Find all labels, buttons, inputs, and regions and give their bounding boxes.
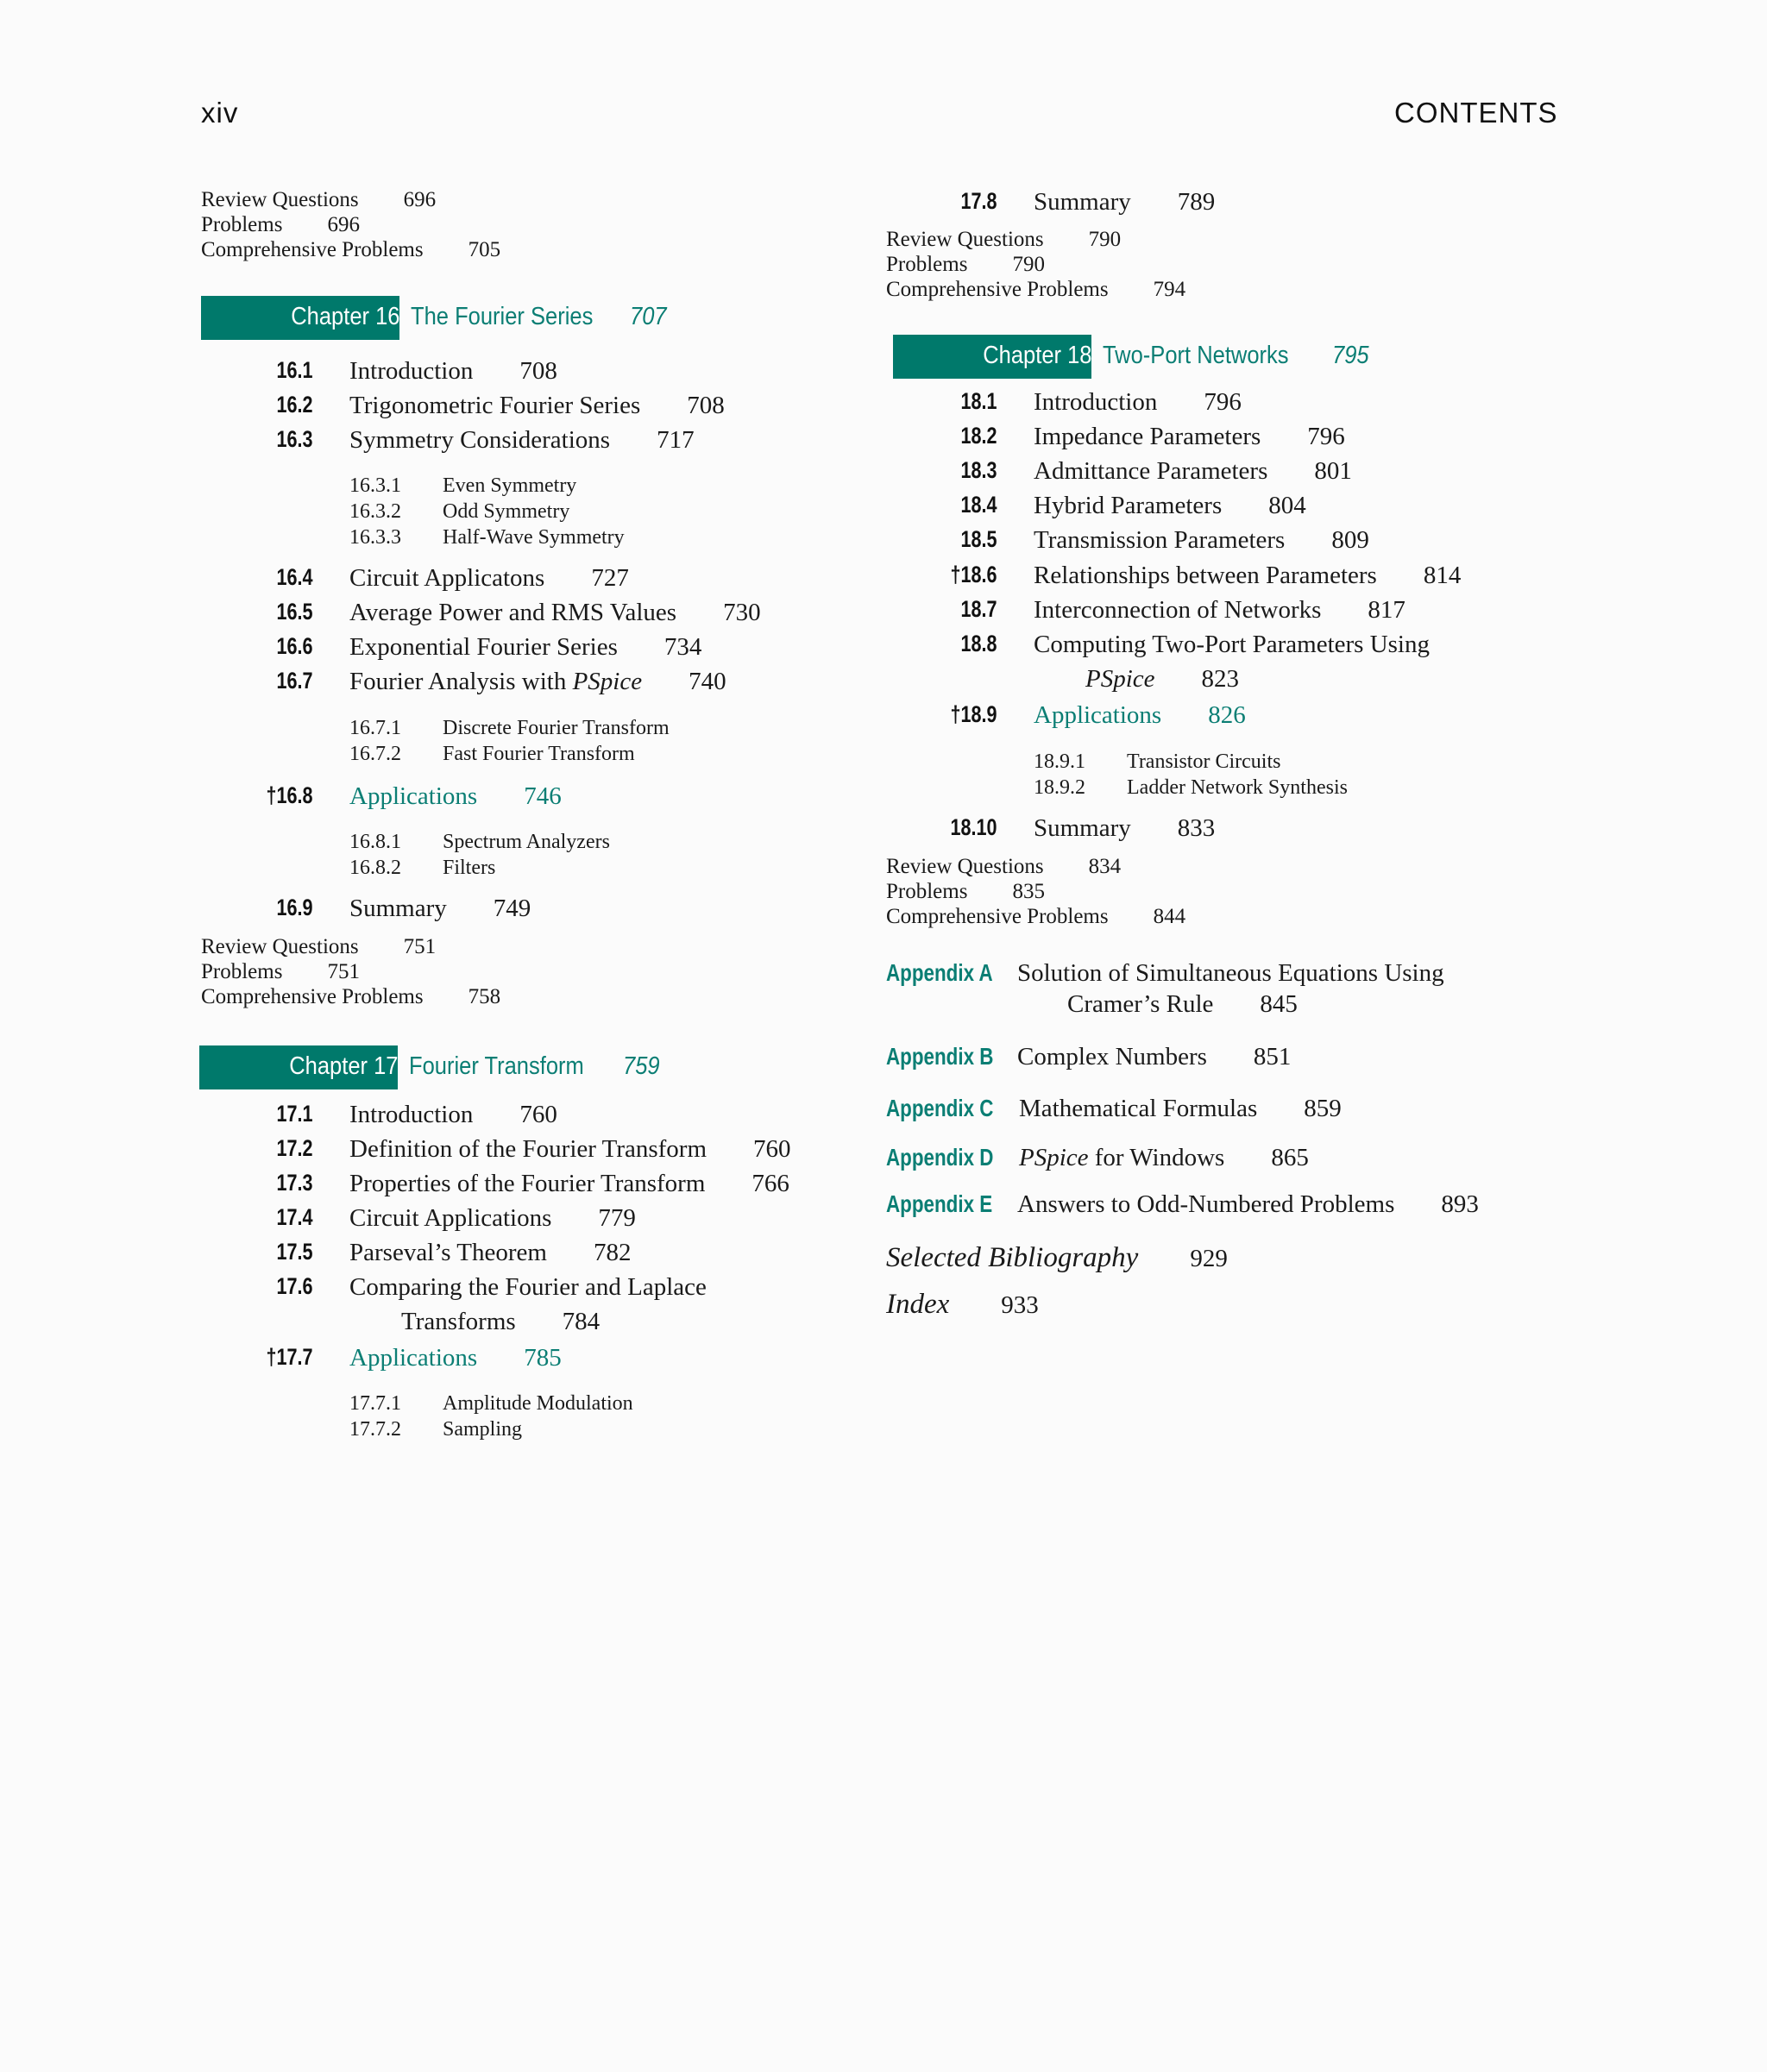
appendix-label: Appendix B [886, 1043, 994, 1070]
chapter-label-bar [201, 296, 399, 340]
misc-entry[interactable]: Comprehensive Problems 844 [886, 905, 1186, 928]
chapter-label-bar [893, 335, 1091, 379]
subsection-list [349, 829, 610, 881]
appendix-label: Appendix A [886, 959, 993, 986]
index-entry[interactable]: Index 933 [886, 1289, 1039, 1320]
misc-entry[interactable]: Review Questions 790 [886, 228, 1122, 251]
subsection-list [349, 1391, 633, 1442]
running-title: CONTENTS [1394, 97, 1558, 129]
misc-entry[interactable]: Review Questions 834 [886, 855, 1122, 878]
misc-entry[interactable]: Problems 696 [201, 213, 360, 236]
toc-subsection[interactable]: 16.7.2 Fast Fourier Transform [349, 743, 635, 765]
chapter-title: Fourier Transform [409, 1052, 584, 1080]
chapter-label: Chapter 16 [290, 303, 399, 330]
chapter-label-bar [199, 1045, 398, 1089]
toc-subsection[interactable]: 18.9.1 Transistor Circuits [1034, 750, 1281, 773]
chapter-label: Chapter 17 [288, 1052, 398, 1080]
misc-entry[interactable]: Review Questions 696 [201, 188, 437, 211]
toc-subsection[interactable]: 16.8.2 Filters [349, 857, 496, 879]
subsection-list [349, 473, 625, 550]
page-number: xiv [201, 97, 239, 129]
misc-entry[interactable]: Comprehensive Problems 794 [886, 278, 1186, 301]
subsection-list [349, 715, 670, 767]
toc-subsection[interactable]: 16.3.2 Odd Symmetry [349, 500, 570, 523]
chapter-page: 795 [1332, 342, 1369, 369]
toc-subsection[interactable]: 16.3.3 Half-Wave Symmetry [349, 526, 625, 549]
chapter-page: 707 [630, 303, 667, 330]
toc-subsection[interactable]: 16.3.1 Even Symmetry [349, 474, 577, 497]
chapter-title: The Fourier Series [411, 303, 594, 330]
appendix-label: Appendix E [886, 1190, 993, 1217]
toc-subsection[interactable]: 17.7.2 Sampling [349, 1418, 523, 1441]
toc-subsection[interactable]: 17.7.1 Amplitude Modulation [349, 1392, 633, 1415]
appendix-label: Appendix C [886, 1095, 994, 1121]
subsection-list [1034, 749, 1348, 801]
chapter-title: Two-Port Networks [1103, 342, 1289, 369]
misc-entry[interactable]: Comprehensive Problems 705 [201, 238, 501, 261]
misc-entry[interactable]: Problems 835 [886, 880, 1045, 903]
chapter-16-misc-list [201, 934, 500, 1009]
top-misc-list [201, 187, 500, 262]
misc-entry[interactable]: Comprehensive Problems 758 [201, 985, 501, 1008]
bibliography-entry[interactable]: Selected Bibliography 929 [886, 1242, 1228, 1273]
toc-subsection[interactable]: 16.7.1 Discrete Fourier Transform [349, 717, 670, 739]
chapter-page: 759 [623, 1052, 660, 1080]
misc-entry[interactable]: Review Questions 751 [201, 935, 437, 958]
toc-subsection[interactable]: 18.9.2 Ladder Network Synthesis [1034, 776, 1348, 799]
toc-subsection[interactable]: 16.8.1 Spectrum Analyzers [349, 831, 610, 853]
misc-entry[interactable]: Problems 751 [201, 960, 360, 983]
chapter-label: Chapter 18 [982, 342, 1091, 369]
chapter-17-misc-list [886, 227, 1185, 302]
appendix-label: Appendix D [886, 1144, 994, 1171]
chapter-18-misc-list [886, 854, 1185, 929]
misc-entry[interactable]: Problems 790 [886, 253, 1045, 276]
